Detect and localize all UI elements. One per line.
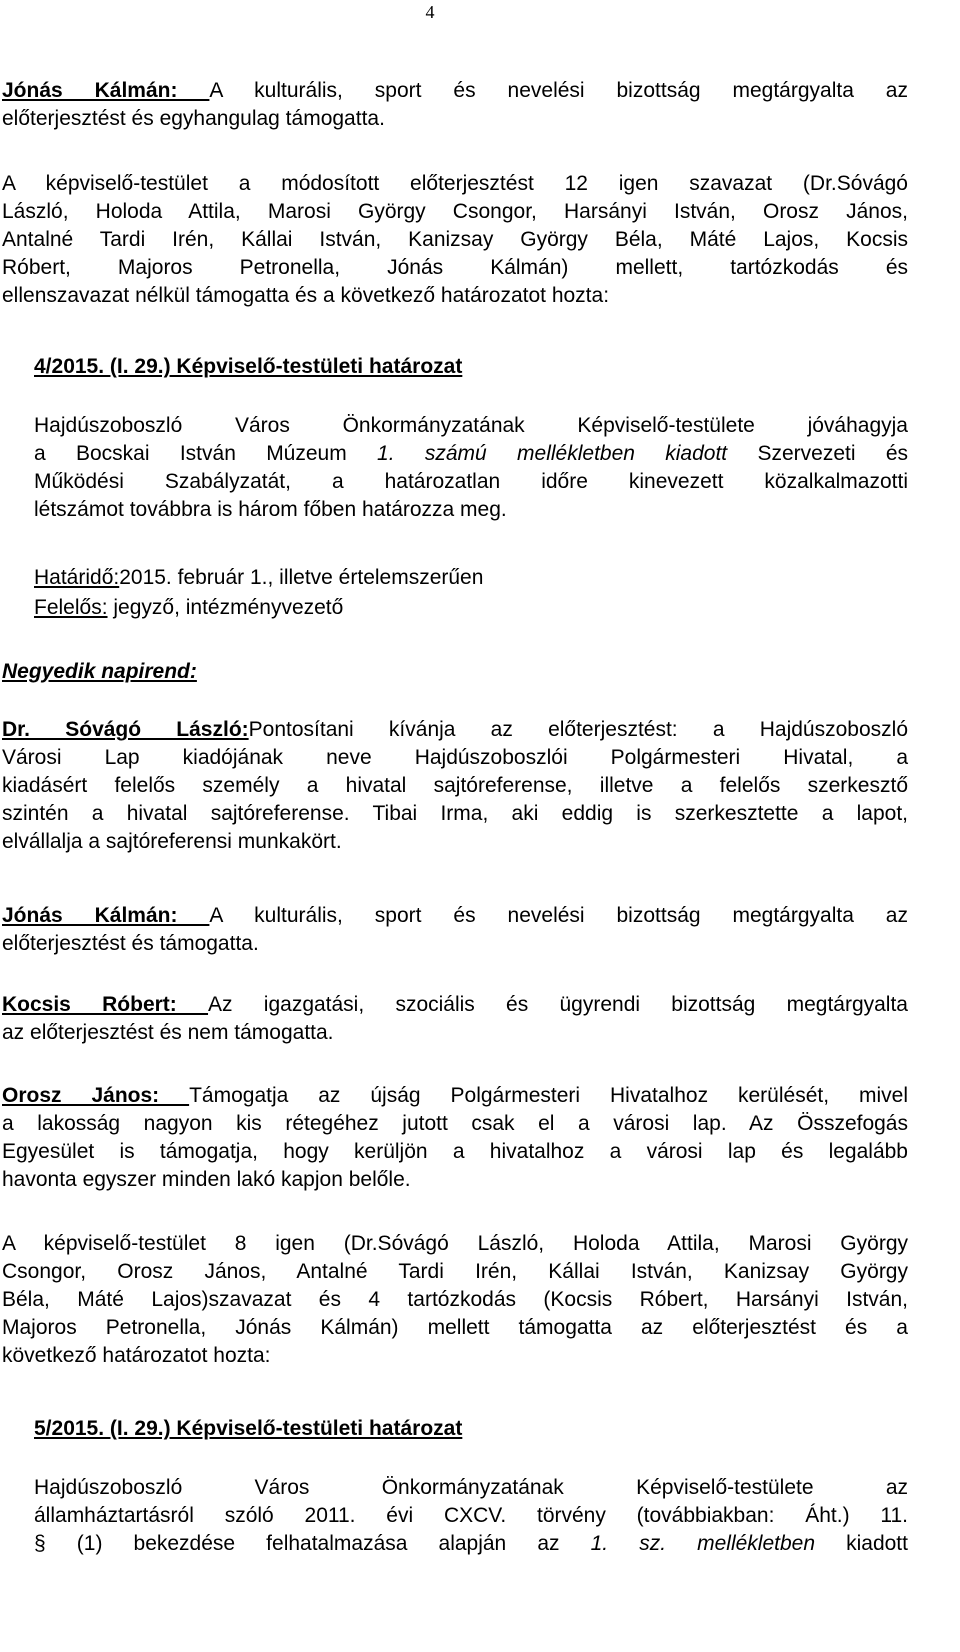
page-number: 4 <box>425 2 435 22</box>
text-fragment: Szervezeti és <box>727 442 908 465</box>
text-line: Működési Szabályzatát, a határozatlan időre kinevezett közalkalmazotti <box>34 470 908 493</box>
statement-jonas-kalman-1 <box>2 77 908 133</box>
statement-text: A kulturális, sport és nevelési bizottság megtárgyalta az <box>209 904 908 927</box>
text-line: Antalné Tardi Irén, Kállai István, Kanizsay György Béla, Máté Lajos, Kocsis <box>2 228 908 251</box>
vote-paragraph-2 <box>2 1230 908 1370</box>
statement-text: előterjesztést és támogatta. <box>2 932 259 955</box>
deadline-row <box>34 564 483 592</box>
text-line: Róbert, Majoros Petronella, Jónás Kálmán) mellett, tartózkodás és <box>2 256 908 279</box>
text-line: szintén a hivatal sajtóreferense. Tibai Irma, aki eddig is szerkesztette a lapot, <box>2 802 908 825</box>
text-line: Hajdúszoboszló Város Önkormányzatának Képviselő-testülete az <box>34 1476 908 1499</box>
text-fragment: kiadott <box>815 1532 908 1555</box>
responsible-value: jegyző, intézményvezető <box>107 596 344 619</box>
text-line: Béla, Máté Lajos)szavazat és 4 tartózkodás (Kocsis Róbert, Harsányi István, <box>2 1288 908 1311</box>
attachment-reference: 1. sz. mellékletben <box>590 1532 816 1555</box>
statement-orosz-janos <box>2 1082 908 1194</box>
speaker-name: Jónás Kálmán: <box>2 79 210 102</box>
resolution-title-2: 5/2015. (I. 29.) Képviselő-testületi határozat <box>34 1417 463 1440</box>
text-fragment: a Bocskai István Múzeum <box>34 442 378 465</box>
text-line: havonta egyszer minden lakó kapjon belőle. <box>2 1168 411 1191</box>
speaker-name: Jónás Kálmán: <box>2 904 210 927</box>
text-line: László, Holoda Attila, Marosi György Csongor, Harsányi István, Orosz János, <box>2 200 908 223</box>
text-line: A képviselő-testület a módosított előterjesztést 12 igen szavazat (Dr.Sóvágó <box>2 172 908 195</box>
text-line: államháztartásról szóló 2011. évi CXCV. törvény (továbbiakban: Áht.) 11. <box>34 1504 908 1527</box>
statement-text: Támogatja az újság Polgármesteri Hivatalhoz kerülését, mivel <box>189 1084 908 1107</box>
text-line: Hajdúszoboszló Város Önkormányzatának Képviselő-testülete jóváhagyja <box>34 414 908 437</box>
text-fragment: § (1) bekezdése felhatalmazása alapján az <box>34 1532 591 1555</box>
text-line: Egyesület is támogatja, hogy kerüljön a hivatalhoz a városi lap és legalább <box>2 1140 908 1163</box>
statement-kocsis-robert <box>2 991 908 1047</box>
resolution-body-1 <box>34 412 908 524</box>
agenda-heading: Negyedik napirend: <box>2 660 197 683</box>
speaker-name: Kocsis Róbert: <box>2 993 209 1016</box>
resolution-title-1: 4/2015. (I. 29.) Képviselő-testületi határozat <box>34 355 463 378</box>
text-line: Majoros Petronella, Jónás Kálmán) mellett támogatta az előterjesztést és a <box>2 1316 908 1339</box>
text-line: A képviselő-testület 8 igen (Dr.Sóvágó László, Holoda Attila, Marosi György <box>2 1232 908 1255</box>
responsible-label: Felelős: <box>34 596 108 619</box>
speaker-name: Orosz János: <box>2 1084 190 1107</box>
statement-text: előterjesztést és egyhangulag támogatta. <box>2 107 385 130</box>
text-line: a lakosság nagyon kis rétegéhez jutott csak el a városi lap. Az Összefogás <box>2 1112 908 1135</box>
attachment-reference: 1. számú mellékletben kiadott <box>377 442 728 465</box>
responsible-row <box>34 594 343 622</box>
resolution-body-2 <box>34 1474 908 1558</box>
statement-text: Az igazgatási, szociális és ügyrendi bizottság megtárgyalta <box>208 993 908 1016</box>
text-line: elvállalja a sajtóreferensi munkakört. <box>2 830 342 853</box>
text-line: következő határozatot hozta: <box>2 1344 271 1367</box>
statement-text: az előterjesztést és nem támogatta. <box>2 1021 334 1044</box>
statement-jonas-kalman-2 <box>2 902 908 958</box>
statement-text: Pontosítani kívánja az előterjesztést: a Hajdúszoboszló <box>248 718 908 741</box>
speaker-name: Dr. Sóvágó László: <box>2 718 249 741</box>
vote-paragraph-1 <box>2 170 908 310</box>
statement-sovago-laszlo <box>2 716 908 856</box>
text-line: létszámot továbbra is három főben határozza meg. <box>34 498 507 521</box>
deadline-value: 2015. február 1., illetve értelemszerűen <box>119 566 484 589</box>
text-line: ellenszavazat nélkül támogatta és a következő határozatot hozta: <box>2 284 610 307</box>
text-line: Csongor, Orosz János, Antalné Tardi Irén, Kállai István, Kanizsay György <box>2 1260 908 1283</box>
text-line: Városi Lap kiadójának neve Hajdúszoboszlói Polgármesteri Hivatal, a <box>2 746 908 769</box>
statement-text: A kulturális, sport és nevelési bizottság megtárgyalta az <box>209 79 908 102</box>
deadline-label: Határidő: <box>34 566 120 589</box>
text-line: kiadásért felelős személy a hivatal sajtóreferense, illetve a felelős szerkesztő <box>2 774 908 797</box>
